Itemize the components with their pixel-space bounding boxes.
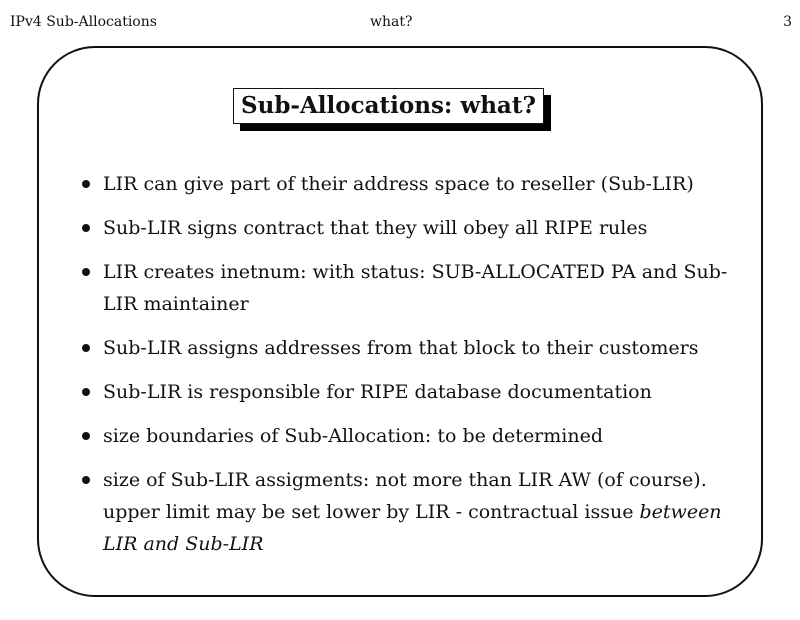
bullet-item <box>80 464 755 560</box>
bullet-text: Sub-LIR assigns addresses from that block to their customers <box>103 337 699 359</box>
bullet-dot-icon <box>82 476 90 484</box>
bullet-emphasis-text: between LIR and Sub-LIR <box>103 501 722 555</box>
bullet-text: size of Sub-LIR assigments: not more than LIR AW (of course). upper limit may be set lower by LIR - contractual issue <box>103 469 707 523</box>
bullet-list <box>80 168 755 572</box>
bullet-dot-icon <box>82 432 90 440</box>
bullet-item <box>80 420 755 452</box>
bullet-dot-icon <box>82 180 90 188</box>
slide-title-box <box>233 88 544 124</box>
bullet-dot-icon <box>82 268 90 276</box>
header-left-title: IPv4 Sub-Allocations <box>10 14 157 30</box>
page-number: 3 <box>783 14 792 30</box>
bullet-dot-icon <box>82 224 90 232</box>
bullet-item <box>80 332 755 364</box>
slide-title: Sub-Allocations: what? <box>233 88 544 124</box>
bullet-dot-icon <box>82 388 90 396</box>
bullet-text: LIR can give part of their address space to reseller (Sub-LIR) <box>103 173 694 195</box>
bullet-item <box>80 168 755 200</box>
bullet-text: size boundaries of Sub-Allocation: to be determined <box>103 425 604 447</box>
bullet-text: LIR creates inetnum: with status: SUB-ALLOCATED PA and Sub-LIR maintainer <box>103 261 728 315</box>
bullet-item <box>80 212 755 244</box>
bullet-item <box>80 256 755 320</box>
header-section-title: what? <box>370 14 413 30</box>
bullet-text: Sub-LIR is responsible for RIPE database documentation <box>103 381 652 403</box>
bullet-item <box>80 376 755 408</box>
bullet-text: Sub-LIR signs contract that they will obey all RIPE rules <box>103 217 648 239</box>
bullet-dot-icon <box>82 344 90 352</box>
